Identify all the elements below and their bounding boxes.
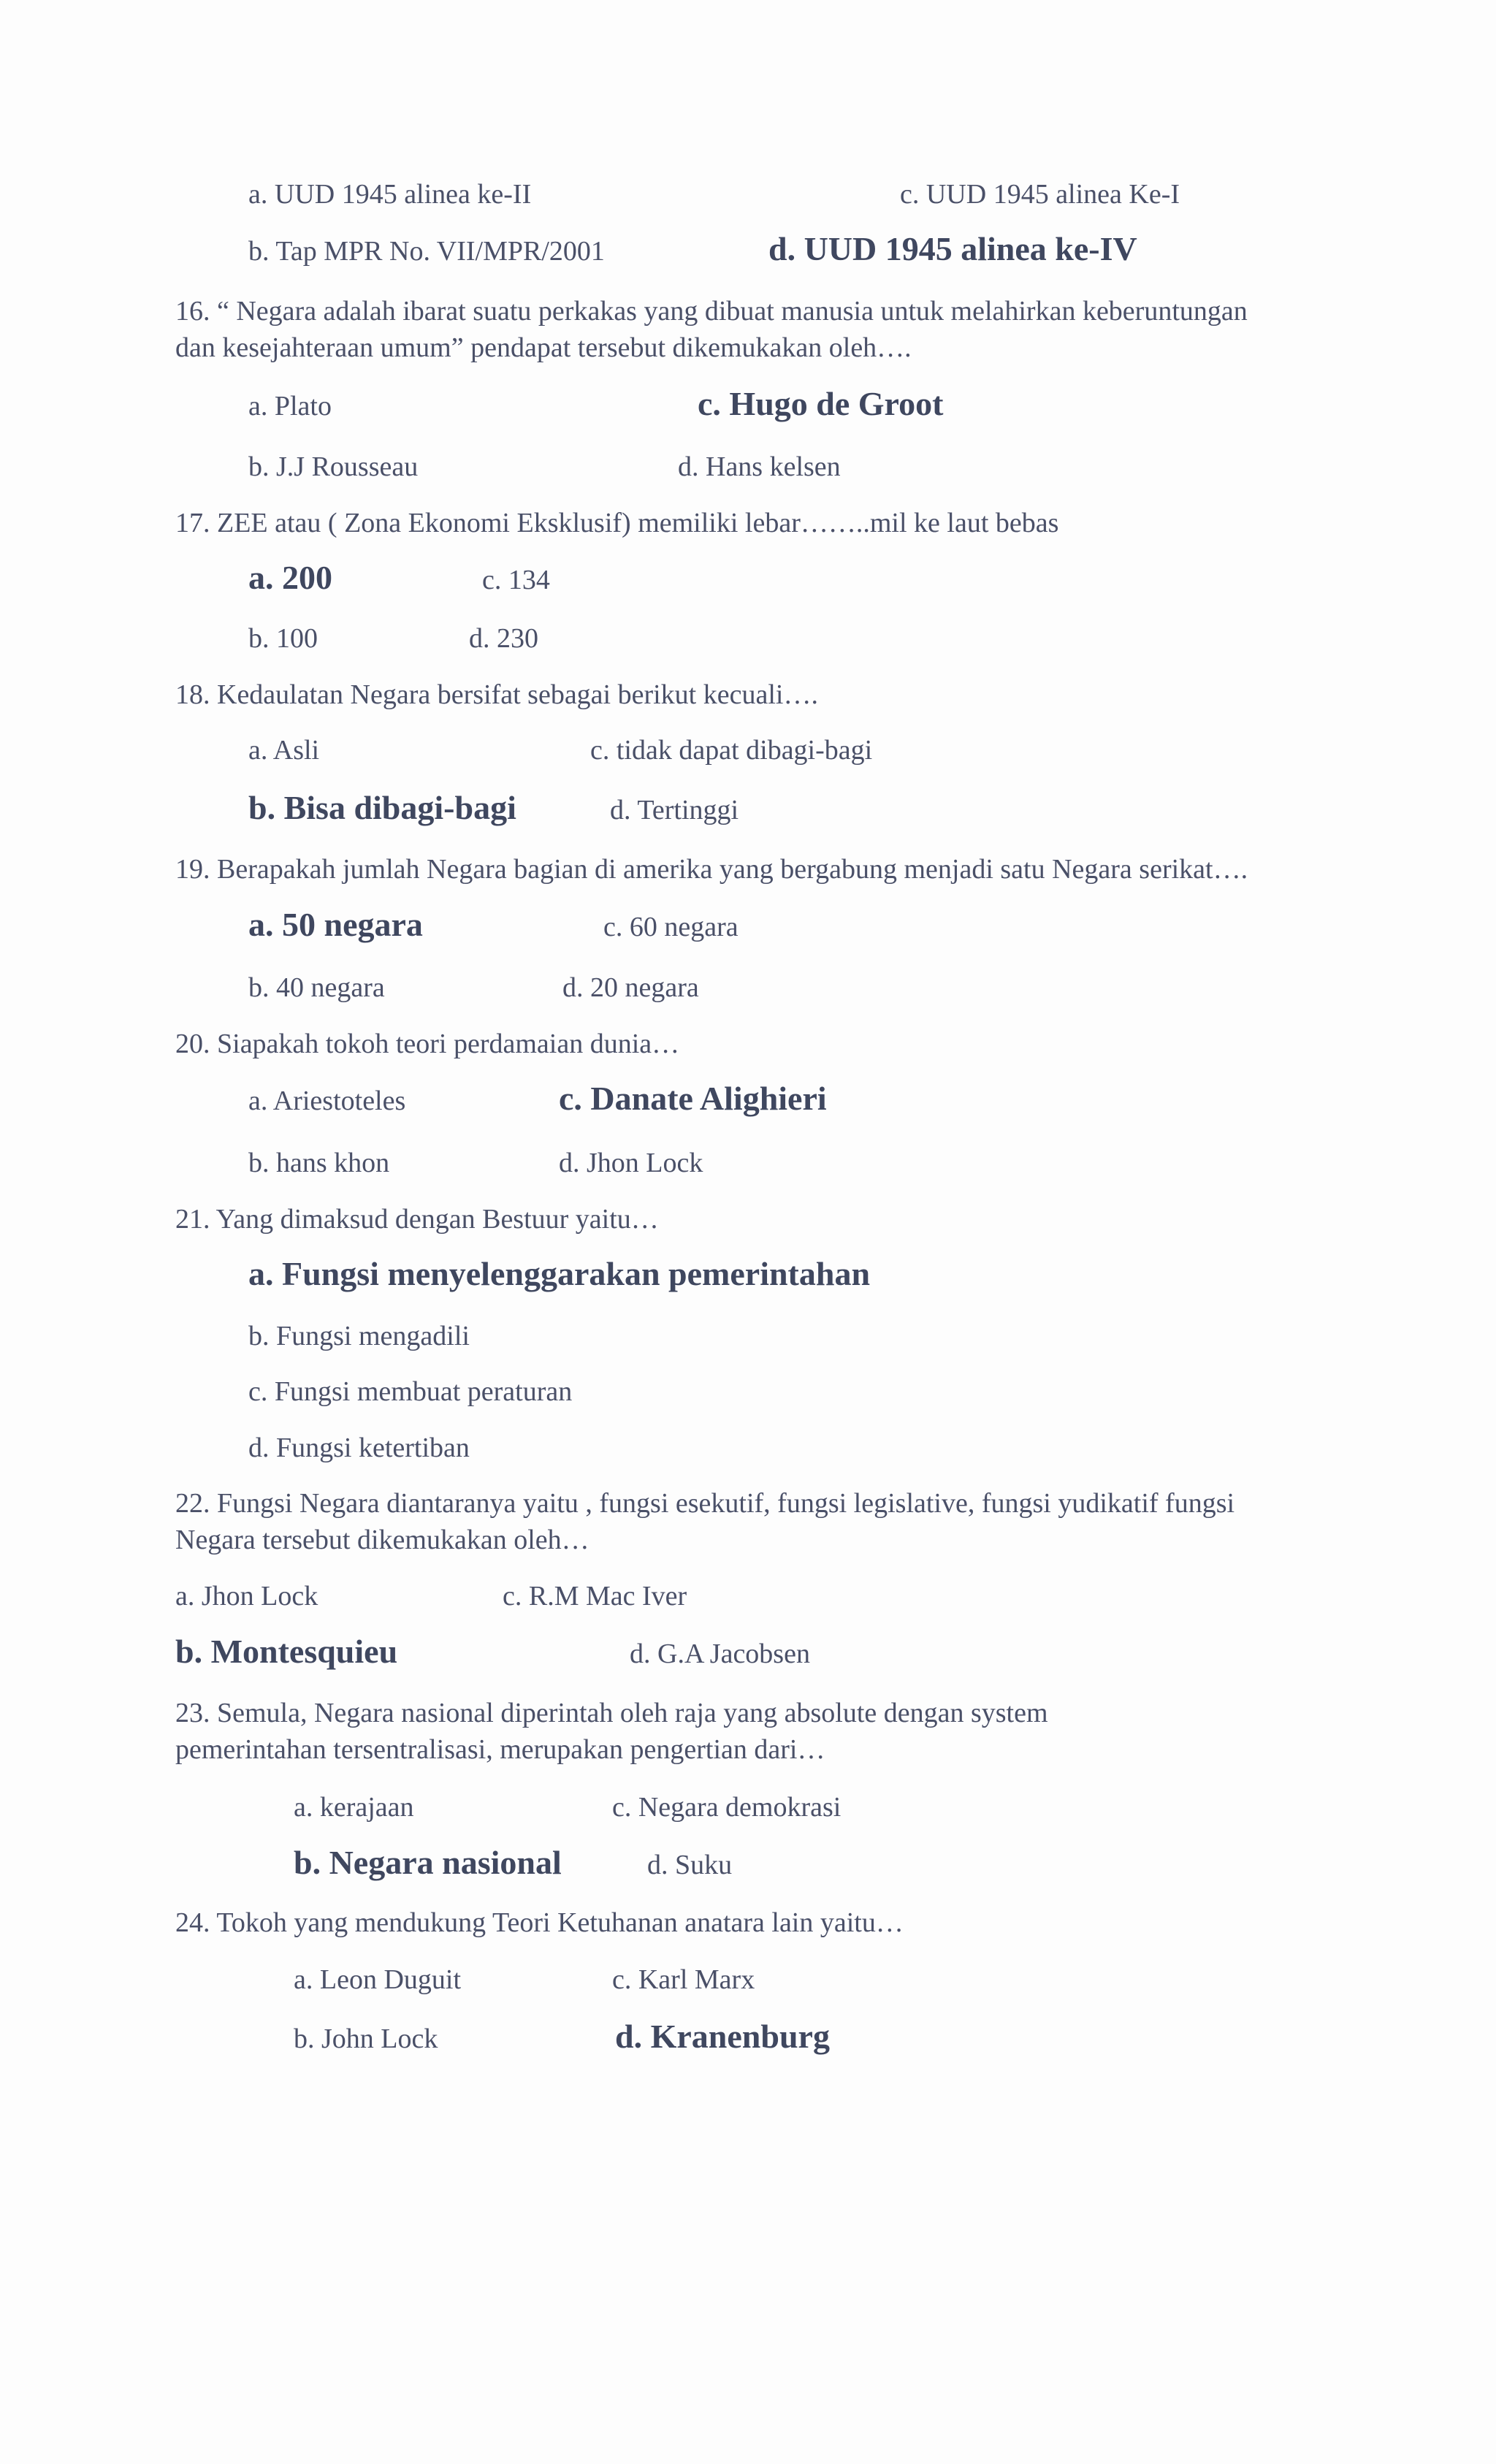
q23-question-line2: pemerintahan tersentralisasi, merupakan pengertian dari… [175, 1734, 825, 1765]
q20-option-b: b. hans khon [248, 1148, 390, 1178]
q16-option-c-answer: c. Hugo de Groot [698, 385, 944, 422]
q16-question-line2: dan kesejahteraan umum” pendapat tersebut dikemukakan oleh…. [175, 332, 912, 363]
q22-question-line2: Negara tersebut dikemukakan oleh… [175, 1525, 589, 1555]
q15-option-d-answer: d. UUD 1945 alinea ke-IV [768, 230, 1137, 267]
q21-option-a-answer: a. Fungsi menyelenggarakan pemerintahan [248, 1255, 871, 1292]
q17-option-b: b. 100 [248, 623, 318, 654]
q16-option-b: b. J.J Rousseau [248, 451, 419, 482]
q15-option-a: a. UUD 1945 alinea ke-II [248, 179, 532, 210]
q24-option-d-answer: d. Kranenburg [615, 2018, 830, 2055]
q16-option-a: a. Plato [248, 391, 332, 422]
q17-question: 17. ZEE atau ( Zona Ekonomi Eksklusif) memiliki lebar……..mil ke laut bebas [175, 508, 1059, 538]
q16-option-d: d. Hans kelsen [678, 451, 841, 482]
q17-option-c: c. 134 [482, 565, 550, 595]
q19-question: 19. Berapakah jumlah Negara bagian di amerika yang bergabung menjadi satu Negara serikat…. [175, 854, 1248, 885]
q24-option-b: b. John Lock [294, 2024, 438, 2054]
q17-option-d: d. 230 [469, 623, 538, 654]
q19-option-b: b. 40 negara [248, 972, 385, 1003]
q20-option-c-answer: c. Danate Alighieri [559, 1080, 827, 1117]
q23-option-c: c. Negara demokrasi [612, 1792, 842, 1823]
q18-option-d: d. Tertinggi [610, 795, 739, 825]
q18-option-a: a. Asli [248, 735, 320, 766]
q21-option-d: d. Fungsi ketertiban [248, 1433, 470, 1463]
q22-option-b-answer: b. Montesquieu [175, 1633, 398, 1670]
q15-option-b: b. Tap MPR No. VII/MPR/2001 [248, 236, 605, 267]
q22-option-a: a. Jhon Lock [175, 1581, 318, 1611]
q23-option-a: a. kerajaan [294, 1792, 414, 1823]
q19-option-a-answer: a. 50 negara [248, 906, 423, 943]
q21-question: 21. Yang dimaksud dengan Bestuur yaitu… [175, 1204, 659, 1235]
q22-option-d: d. G.A Jacobsen [630, 1639, 810, 1669]
q15-option-c: c. UUD 1945 alinea Ke-I [900, 179, 1180, 210]
q18-option-b-answer: b. Bisa dibagi-bagi [248, 789, 516, 826]
q24-option-c: c. Karl Marx [612, 1964, 755, 1995]
q23-option-d: d. Suku [647, 1850, 733, 1880]
q16-question-line1: 16. “ Negara adalah ibarat suatu perkakas yang dibuat manusia untuk melahirkan keberuntungan [175, 296, 1248, 327]
q20-option-d: d. Jhon Lock [559, 1148, 703, 1178]
q17-option-a-answer: a. 200 [248, 559, 332, 596]
q22-option-c: c. R.M Mac Iver [503, 1581, 687, 1611]
q23-question-line1: 23. Semula, Negara nasional diperintah oleh raja yang absolute dengan system [175, 1698, 1048, 1728]
q24-option-a: a. Leon Duguit [294, 1964, 462, 1995]
q18-option-c: c. tidak dapat dibagi-bagi [590, 735, 873, 766]
q19-option-d: d. 20 negara [562, 972, 699, 1003]
q24-question: 24. Tokoh yang mendukung Teori Ketuhanan anatara lain yaitu… [175, 1907, 904, 1938]
q19-option-c: c. 60 negara [603, 912, 739, 942]
q20-question: 20. Siapakah tokoh teori perdamaian dunia… [175, 1029, 680, 1059]
q23-option-b-answer: b. Negara nasional [294, 1844, 562, 1881]
q21-option-b: b. Fungsi mengadili [248, 1321, 470, 1351]
q22-question-line1: 22. Fungsi Negara diantaranya yaitu , fungsi esekutif, fungsi legislative, fungsi yudikatif fungsi [175, 1488, 1235, 1519]
q21-option-c: c. Fungsi membuat peraturan [248, 1376, 573, 1407]
q18-question: 18. Kedaulatan Negara bersifat sebagai berikut kecuali…. [175, 679, 818, 710]
q20-option-a: a. Ariestoteles [248, 1086, 406, 1116]
